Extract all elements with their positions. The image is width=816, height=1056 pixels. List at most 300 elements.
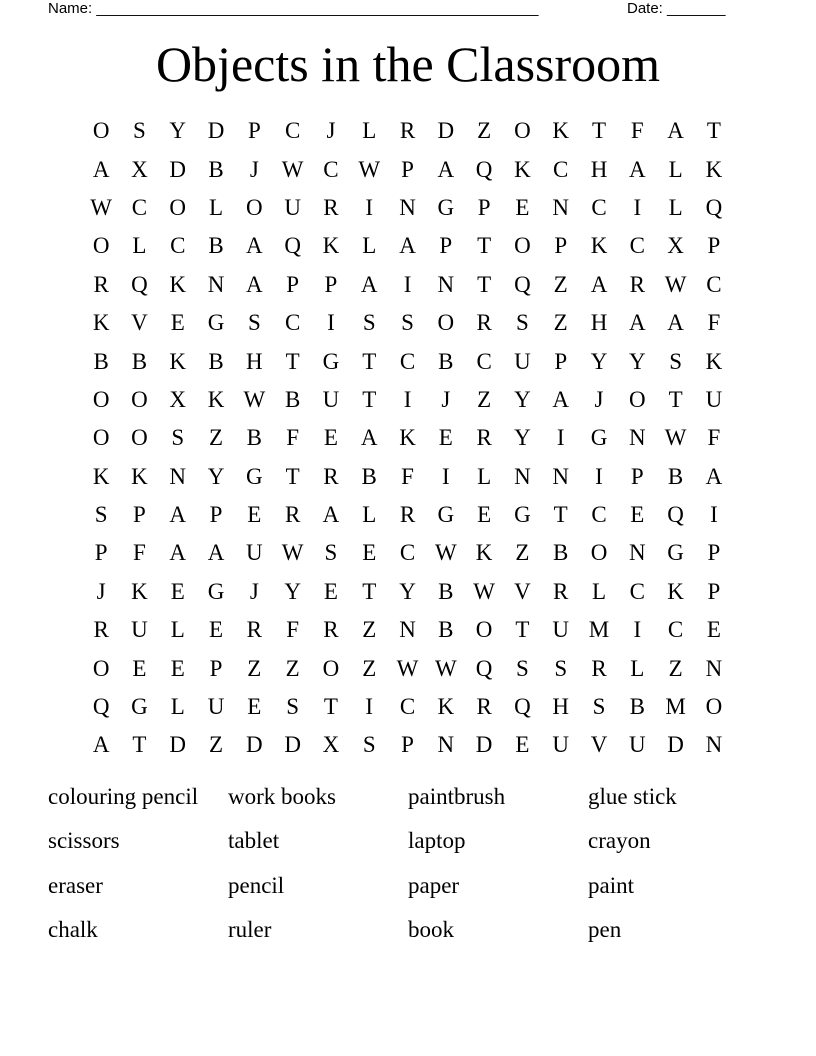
grid-letter: J bbox=[249, 578, 259, 604]
grid-letter: E bbox=[515, 194, 530, 220]
grid-letter: W bbox=[243, 386, 266, 412]
word-list-item: paper bbox=[408, 872, 460, 898]
grid-letter: C bbox=[706, 271, 722, 297]
grid-letter: W bbox=[664, 425, 687, 451]
grid-letter: N bbox=[705, 655, 723, 681]
grid-letter: J bbox=[96, 578, 106, 604]
grid-letter: Q bbox=[92, 694, 110, 720]
grid-letter: A bbox=[360, 425, 378, 451]
grid-letter: T bbox=[285, 348, 300, 374]
grid-letter: H bbox=[552, 694, 570, 720]
grid-letter: O bbox=[437, 310, 455, 336]
grid-row bbox=[82, 381, 733, 419]
grid-letter: P bbox=[247, 118, 261, 144]
grid-letter: N bbox=[169, 463, 187, 489]
grid-letter: N bbox=[514, 463, 531, 489]
grid-row bbox=[82, 150, 733, 188]
grid-letter: R bbox=[323, 463, 339, 489]
grid-letter: S bbox=[516, 310, 529, 336]
grid-letter: L bbox=[591, 578, 607, 604]
word-list-item: eraser bbox=[48, 872, 103, 898]
grid-letter: M bbox=[588, 617, 610, 643]
grid-letter: C bbox=[284, 118, 301, 144]
grid-letter: T bbox=[362, 386, 377, 412]
grid-letter: I bbox=[595, 463, 603, 489]
grid-letter: U bbox=[322, 386, 340, 412]
grid-letter: A bbox=[705, 463, 723, 489]
grid-letter: X bbox=[322, 732, 340, 758]
grid-letter: E bbox=[247, 502, 262, 528]
grid-letter: X bbox=[131, 156, 148, 182]
grid-letter: N bbox=[628, 540, 646, 566]
grid-letter: O bbox=[246, 194, 263, 220]
grid-letter: K bbox=[667, 578, 684, 604]
grid-letter: R bbox=[93, 617, 109, 643]
worksheet-header bbox=[48, 0, 748, 20]
grid-letter: O bbox=[628, 386, 646, 412]
grid-letter: W bbox=[358, 156, 381, 182]
grid-letter: Q bbox=[514, 271, 531, 297]
grid-letter: Q bbox=[667, 502, 684, 528]
grid-letter: W bbox=[90, 194, 112, 220]
grid-letter: A bbox=[628, 156, 646, 182]
grid-letter: G bbox=[437, 502, 455, 528]
grid-letter: Y bbox=[514, 386, 531, 412]
grid-letter: N bbox=[437, 732, 455, 758]
grid-letter: A bbox=[246, 271, 263, 297]
grid-row bbox=[82, 688, 733, 726]
grid-letter: A bbox=[667, 310, 684, 336]
word-list-item: tablet bbox=[228, 828, 280, 854]
grid-letter: S bbox=[247, 310, 261, 336]
grid-letter: M bbox=[665, 694, 686, 720]
grid-letter: D bbox=[207, 118, 225, 144]
grid-letter: R bbox=[629, 271, 645, 297]
grid-row bbox=[82, 189, 733, 227]
grid-letter: P bbox=[477, 194, 491, 220]
grid-letter: P bbox=[209, 655, 223, 681]
grid-letter: A bbox=[246, 233, 263, 259]
grid-letter: K bbox=[92, 463, 110, 489]
grid-letter: I bbox=[327, 310, 335, 336]
grid-letter: E bbox=[630, 502, 645, 528]
grid-letter: Z bbox=[285, 655, 300, 681]
grid-letter: W bbox=[434, 540, 457, 566]
grid-letter: D bbox=[284, 732, 301, 758]
grid-letter: U bbox=[131, 617, 148, 643]
grid-letter: F bbox=[133, 540, 146, 566]
grid-letter: Y bbox=[514, 425, 531, 451]
grid-letter: O bbox=[92, 233, 110, 259]
grid-letter: I bbox=[633, 617, 642, 643]
grid-letter: H bbox=[246, 348, 263, 374]
grid-letter: O bbox=[131, 425, 148, 451]
grid-letter: T bbox=[515, 617, 530, 643]
grid-letter: K bbox=[131, 463, 148, 489]
grid-letter: T bbox=[362, 348, 377, 374]
grid-letter: Z bbox=[553, 271, 568, 297]
grid-letter: P bbox=[401, 732, 414, 758]
grid-letter: Q bbox=[475, 655, 493, 681]
grid-letter: E bbox=[362, 540, 377, 566]
grid-letter: C bbox=[591, 502, 607, 528]
grid-letter: K bbox=[437, 694, 455, 720]
grid-letter: I bbox=[403, 271, 412, 297]
grid-letter: I bbox=[403, 386, 412, 412]
grid-row bbox=[82, 304, 733, 342]
grid-letter: G bbox=[514, 502, 531, 528]
grid-letter: P bbox=[554, 348, 568, 374]
grid-letter: Q bbox=[475, 156, 493, 182]
grid-letter: P bbox=[209, 502, 223, 528]
grid-letter: U bbox=[246, 540, 263, 566]
grid-letter: P bbox=[439, 233, 453, 259]
grid-letter: T bbox=[591, 118, 607, 144]
grid-letter: U bbox=[207, 694, 225, 720]
grid-letter: E bbox=[438, 425, 453, 451]
grid-letter: R bbox=[591, 655, 607, 681]
grid-letter: U bbox=[705, 386, 723, 412]
grid-letter: W bbox=[473, 578, 495, 604]
grid-letter: C bbox=[399, 348, 416, 374]
grid-letter: Q bbox=[514, 694, 531, 720]
grid-letter: L bbox=[170, 694, 185, 720]
grid-row bbox=[82, 649, 733, 687]
grid-letter: W bbox=[281, 540, 304, 566]
grid-letter: P bbox=[133, 502, 146, 528]
grid-letter: U bbox=[552, 617, 570, 643]
word-list-item: chalk bbox=[48, 916, 98, 942]
grid-letter: S bbox=[286, 694, 300, 720]
grid-letter: A bbox=[169, 502, 187, 528]
grid-letter: A bbox=[360, 271, 378, 297]
word-list-item: paintbrush bbox=[408, 784, 506, 809]
grid-letter: R bbox=[553, 578, 569, 604]
grid-letter: N bbox=[552, 194, 570, 220]
grid-letter: C bbox=[629, 578, 645, 604]
grid-letter: B bbox=[361, 463, 377, 489]
grid-letter: E bbox=[170, 655, 185, 681]
grid-row bbox=[82, 458, 733, 496]
grid-letter: T bbox=[706, 118, 721, 144]
grid-letter: G bbox=[207, 578, 225, 604]
grid-letter: O bbox=[131, 386, 148, 412]
grid-letter: N bbox=[705, 732, 723, 758]
grid-letter: Z bbox=[209, 732, 224, 758]
grid-letter: H bbox=[590, 156, 608, 182]
grid-letter: C bbox=[131, 194, 148, 220]
word-list bbox=[48, 780, 768, 957]
grid-letter: F bbox=[630, 118, 644, 144]
grid-letter: B bbox=[284, 386, 301, 412]
grid-letter: Y bbox=[628, 348, 646, 374]
grid-letter: O bbox=[705, 694, 723, 720]
grid-letter: L bbox=[668, 156, 683, 182]
grid-letter: C bbox=[476, 348, 492, 374]
grid-letter: W bbox=[281, 156, 304, 182]
grid-letter: S bbox=[401, 310, 414, 336]
grid-letter: S bbox=[324, 540, 338, 566]
grid-letter: E bbox=[170, 310, 185, 336]
grid-letter: A bbox=[552, 386, 570, 412]
grid-letter: R bbox=[246, 617, 262, 643]
grid-letter: P bbox=[707, 233, 721, 259]
grid-letter: P bbox=[324, 271, 338, 297]
grid-letter: R bbox=[476, 425, 492, 451]
grid-letter: F bbox=[707, 310, 721, 336]
grid-letter: T bbox=[132, 732, 147, 758]
grid-letter: L bbox=[630, 655, 645, 681]
grid-letter: D bbox=[169, 732, 187, 758]
grid-letter: R bbox=[284, 502, 301, 528]
grid-letter: S bbox=[516, 655, 529, 681]
grid-letter: R bbox=[399, 118, 416, 144]
date-field: Date: _______ bbox=[627, 0, 726, 17]
grid-letter: B bbox=[208, 348, 224, 374]
grid-row bbox=[82, 419, 733, 457]
grid-letter: X bbox=[667, 233, 684, 259]
grid-letter: C bbox=[399, 540, 416, 566]
grid-letter: O bbox=[92, 425, 110, 451]
grid-letter: L bbox=[170, 617, 185, 643]
grid-letter: E bbox=[323, 578, 338, 604]
grid-letter: P bbox=[286, 271, 300, 297]
grid-letter: O bbox=[590, 540, 608, 566]
grid-letter: B bbox=[93, 348, 109, 374]
grid-letter: O bbox=[514, 118, 531, 144]
grid-letter: B bbox=[438, 348, 454, 374]
grid-letter: E bbox=[323, 425, 338, 451]
grid-letter: C bbox=[323, 156, 339, 182]
grid-letter: B bbox=[131, 348, 148, 374]
word-list-item: laptop bbox=[408, 828, 466, 854]
grid-letter: I bbox=[556, 425, 565, 451]
grid-letter: K bbox=[399, 425, 416, 451]
grid-letter: S bbox=[171, 425, 185, 451]
grid-letter: D bbox=[437, 118, 455, 144]
grid-letter: K bbox=[552, 118, 570, 144]
grid-letter: E bbox=[247, 694, 262, 720]
grid-letter: B bbox=[667, 463, 684, 489]
grid-letter: K bbox=[705, 156, 723, 182]
grid-row bbox=[82, 496, 733, 534]
grid-letter: K bbox=[514, 156, 531, 182]
grid-letter: J bbox=[249, 156, 259, 182]
grid-letter: D bbox=[169, 156, 187, 182]
word-list-item: pen bbox=[588, 916, 622, 942]
grid-letter: N bbox=[399, 617, 416, 643]
grid-letter: L bbox=[132, 233, 147, 259]
grid-row bbox=[82, 573, 733, 611]
grid-letter: Z bbox=[553, 310, 568, 336]
grid-letter: K bbox=[131, 578, 148, 604]
grid-letter: Y bbox=[207, 463, 225, 489]
grid-letter: A bbox=[590, 271, 608, 297]
grid-letter: J bbox=[326, 118, 336, 144]
grid-letter: L bbox=[477, 463, 492, 489]
grid-letter: O bbox=[92, 386, 110, 412]
grid-letter: C bbox=[399, 694, 416, 720]
grid-row bbox=[82, 534, 733, 572]
grid-letter: T bbox=[668, 386, 683, 412]
grid-row bbox=[82, 266, 733, 304]
grid-letter: Z bbox=[362, 617, 377, 643]
grid-letter: L bbox=[362, 502, 377, 528]
grid-letter: C bbox=[284, 310, 301, 336]
grid-letter: K bbox=[322, 233, 340, 259]
grid-letter: Z bbox=[668, 655, 683, 681]
grid-letter: Y bbox=[399, 578, 416, 604]
grid-letter: I bbox=[633, 194, 642, 220]
grid-letter: D bbox=[246, 732, 263, 758]
grid-row bbox=[82, 227, 733, 265]
word-list-item: pencil bbox=[228, 872, 285, 898]
grid-letter: E bbox=[132, 655, 147, 681]
grid-letter: N bbox=[207, 271, 225, 297]
grid-letter: Q bbox=[705, 194, 723, 220]
grid-letter: C bbox=[553, 156, 569, 182]
grid-letter: S bbox=[94, 502, 108, 528]
grid-letter: P bbox=[401, 156, 414, 182]
grid-letter: W bbox=[396, 655, 419, 681]
grid-row bbox=[82, 611, 733, 649]
grid-letter: G bbox=[246, 463, 263, 489]
grid-letter: Y bbox=[169, 118, 187, 144]
grid-letter: K bbox=[705, 348, 723, 374]
grid-letter: L bbox=[668, 194, 683, 220]
grid-letter: B bbox=[553, 540, 569, 566]
grid-letter: K bbox=[590, 233, 608, 259]
grid-letter: T bbox=[477, 233, 492, 259]
grid-letter: B bbox=[629, 694, 645, 720]
grid-letter: B bbox=[208, 233, 224, 259]
grid-row bbox=[82, 112, 733, 150]
grid-letter: E bbox=[170, 578, 185, 604]
word-list-item: crayon bbox=[588, 828, 651, 854]
grid-letter: K bbox=[169, 348, 187, 374]
grid-letter: A bbox=[207, 540, 225, 566]
grid-letter: T bbox=[477, 271, 492, 297]
grid-letter: C bbox=[591, 194, 607, 220]
grid-letter: P bbox=[707, 578, 721, 604]
grid-letter: A bbox=[92, 156, 110, 182]
grid-letter: L bbox=[362, 118, 377, 144]
grid-letter: F bbox=[286, 425, 300, 451]
grid-letter: A bbox=[628, 310, 646, 336]
grid-letter: N bbox=[437, 271, 455, 297]
grid-letter: S bbox=[554, 655, 568, 681]
word-list-item: paint bbox=[588, 872, 634, 898]
grid-letter: V bbox=[590, 732, 608, 758]
grid-letter: K bbox=[92, 310, 110, 336]
grid-letter: O bbox=[92, 118, 110, 144]
grid-letter: Z bbox=[477, 118, 492, 144]
grid-letter: U bbox=[628, 732, 646, 758]
grid-letter: B bbox=[208, 156, 224, 182]
grid-letter: P bbox=[630, 463, 644, 489]
word-list-item: colouring pencil bbox=[48, 784, 199, 809]
grid-letter: F bbox=[286, 617, 300, 643]
grid-letter: G bbox=[590, 425, 608, 451]
grid-letter: J bbox=[594, 386, 604, 412]
grid-letter: R bbox=[323, 194, 339, 220]
grid-letter: X bbox=[169, 386, 187, 412]
grid-letter: A bbox=[667, 118, 684, 144]
grid-letter: P bbox=[554, 233, 568, 259]
grid-letter: C bbox=[170, 233, 186, 259]
grid-letter: V bbox=[131, 310, 148, 336]
grid-letter: L bbox=[209, 194, 224, 220]
grid-letter: V bbox=[514, 578, 531, 604]
grid-letter: C bbox=[667, 617, 684, 643]
grid-letter: G bbox=[131, 694, 148, 720]
grid-letter: N bbox=[628, 425, 646, 451]
grid-letter: Q bbox=[284, 233, 301, 259]
grid-letter: P bbox=[94, 540, 108, 566]
grid-letter: G bbox=[667, 540, 684, 566]
grid-letter: O bbox=[475, 617, 493, 643]
grid-letter: E bbox=[477, 502, 492, 528]
grid-letter: O bbox=[92, 655, 110, 681]
name-field: Name: _____________________________________________________ bbox=[48, 0, 539, 17]
word-list-item: glue stick bbox=[588, 784, 677, 809]
grid-letter: S bbox=[669, 348, 682, 374]
grid-letter: P bbox=[707, 540, 721, 566]
grid-letter: Z bbox=[477, 386, 492, 412]
grid-row bbox=[82, 342, 733, 380]
grid-letter: T bbox=[553, 502, 568, 528]
grid-letter: C bbox=[629, 233, 645, 259]
grid-letter: B bbox=[246, 425, 262, 451]
word-list-item: scissors bbox=[48, 828, 120, 854]
grid-letter: L bbox=[362, 233, 377, 259]
grid-letter: S bbox=[362, 310, 376, 336]
grid-letter: N bbox=[399, 194, 416, 220]
grid-letter: I bbox=[441, 463, 450, 489]
grid-letter: Z bbox=[362, 655, 377, 681]
grid-letter: K bbox=[169, 271, 187, 297]
grid-letter: S bbox=[362, 732, 376, 758]
grid-letter: J bbox=[441, 386, 451, 412]
grid-letter: U bbox=[284, 194, 301, 220]
grid-letter: O bbox=[514, 233, 531, 259]
grid-letter: Y bbox=[284, 578, 301, 604]
grid-letter: G bbox=[437, 194, 455, 220]
grid-letter: A bbox=[437, 156, 455, 182]
grid-letter: R bbox=[323, 617, 339, 643]
grid-letter: T bbox=[323, 694, 338, 720]
grid-letter: S bbox=[133, 118, 146, 144]
grid-letter: Q bbox=[131, 271, 148, 297]
grid-letter: Z bbox=[515, 540, 530, 566]
grid-letter: D bbox=[475, 732, 493, 758]
grid-letter: A bbox=[92, 732, 110, 758]
grid-letter: I bbox=[365, 694, 374, 720]
grid-letter: K bbox=[475, 540, 493, 566]
grid-letter: S bbox=[592, 694, 606, 720]
grid-letter: K bbox=[207, 386, 225, 412]
grid-letter: N bbox=[552, 463, 570, 489]
grid-letter: F bbox=[401, 463, 414, 489]
grid-letter: H bbox=[590, 310, 608, 336]
letter-grid bbox=[82, 112, 733, 765]
grid-letter: R bbox=[476, 694, 492, 720]
grid-letter: A bbox=[399, 233, 416, 259]
word-list-item: ruler bbox=[228, 916, 272, 942]
word-list-item: work books bbox=[228, 784, 336, 809]
grid-letter: I bbox=[710, 502, 718, 528]
grid-letter: I bbox=[365, 194, 374, 220]
